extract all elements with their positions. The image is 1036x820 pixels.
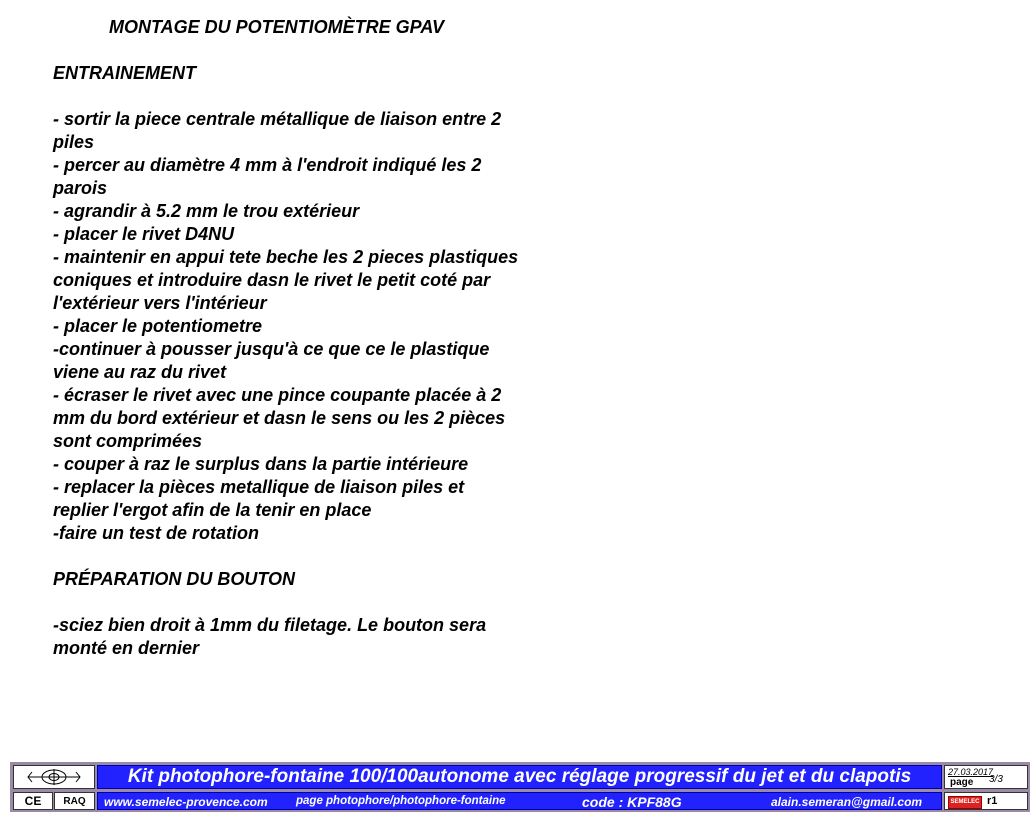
section-heading: ENTRAINEMENT xyxy=(53,63,196,83)
instruction-line: monté en dernier xyxy=(53,638,200,658)
instruction-line: -continuer à pousser jusqu'à ce que ce le plastique xyxy=(53,339,490,359)
instruction-line: - sortir la piece centrale métallique de liaison entre 2 xyxy=(53,109,502,129)
instruction-line: sont comprimées xyxy=(53,431,203,451)
crosshair-logo-icon xyxy=(13,765,95,789)
instruction-line: - placer le rivet D4NU xyxy=(53,224,235,244)
instruction-line: - couper à raz le surplus dans la partie intérieure xyxy=(53,454,469,474)
page-number: 3/3 xyxy=(989,774,1003,785)
title-block-footer xyxy=(10,762,1030,812)
section-heading: PRÉPARATION DU BOUTON xyxy=(53,569,296,589)
instruction-line: viene au raz du rivet xyxy=(53,362,227,382)
page-label: page xyxy=(950,777,974,788)
instruction-line: parois xyxy=(53,178,108,198)
date-text: 27.03.2017 xyxy=(948,767,994,777)
date-page-box xyxy=(944,765,1028,789)
ce-mark-icon: CE xyxy=(13,792,53,810)
instruction-line: mm du bord extérieur et dasn le sens ou les 2 pièces xyxy=(53,408,506,428)
instruction-line: -sciez bien droit à 1mm du filetage. Le bouton sera xyxy=(53,615,487,635)
footer-top-row xyxy=(10,765,1030,789)
page-title: MONTAGE DU POTENTIOMÈTRE GPAV xyxy=(109,17,445,37)
instruction-line: - placer le potentiometre xyxy=(53,316,263,336)
raq-label: RAQ xyxy=(54,792,95,810)
instruction-line: - replacer la pièces metallique de liaison piles et xyxy=(53,477,465,497)
revision-box xyxy=(944,792,1028,810)
page-path-text: page photophore/photophore-fontaine xyxy=(296,795,506,807)
instruction-line: - agrandir à 5.2 mm le trou extérieur xyxy=(53,201,360,221)
instruction-line: coniques et introduire dasn le rivet le petit coté par xyxy=(53,270,491,290)
semelec-logo-icon: SEMELEC xyxy=(948,796,982,809)
instruction-line: - écraser le rivet avec une pince coupante placée à 2 xyxy=(53,385,502,405)
spacer xyxy=(53,591,583,614)
product-code: code : KPF88G xyxy=(582,794,682,810)
instruction-line: l'extérieur vers l'intérieur xyxy=(53,293,267,313)
instruction-line: -faire un test de rotation xyxy=(53,523,260,543)
revision-text: r1 xyxy=(987,795,998,807)
info-bar xyxy=(97,792,942,810)
instruction-line: replier l'ergot afin de la tenir en place xyxy=(53,500,372,520)
email-text: alain.semeran@gmail.com xyxy=(771,795,923,809)
instruction-line: - percer au diamètre 4 mm à l'endroit indiqué les 2 xyxy=(53,155,482,175)
website-text: www.semelec-provence.com xyxy=(104,795,268,809)
instruction-line: piles xyxy=(53,132,95,152)
kit-title-banner: Kit photophore-fontaine 100/100autonome avec réglage progressif du jet et du clapotis xyxy=(97,765,942,789)
section-entrainement xyxy=(53,62,583,545)
spacer xyxy=(53,85,583,108)
footer-bottom-row xyxy=(10,792,1030,810)
section-preparation-bouton xyxy=(53,568,583,660)
instruction-line: - maintenir en appui tete beche les 2 pieces plastiques xyxy=(53,247,519,267)
